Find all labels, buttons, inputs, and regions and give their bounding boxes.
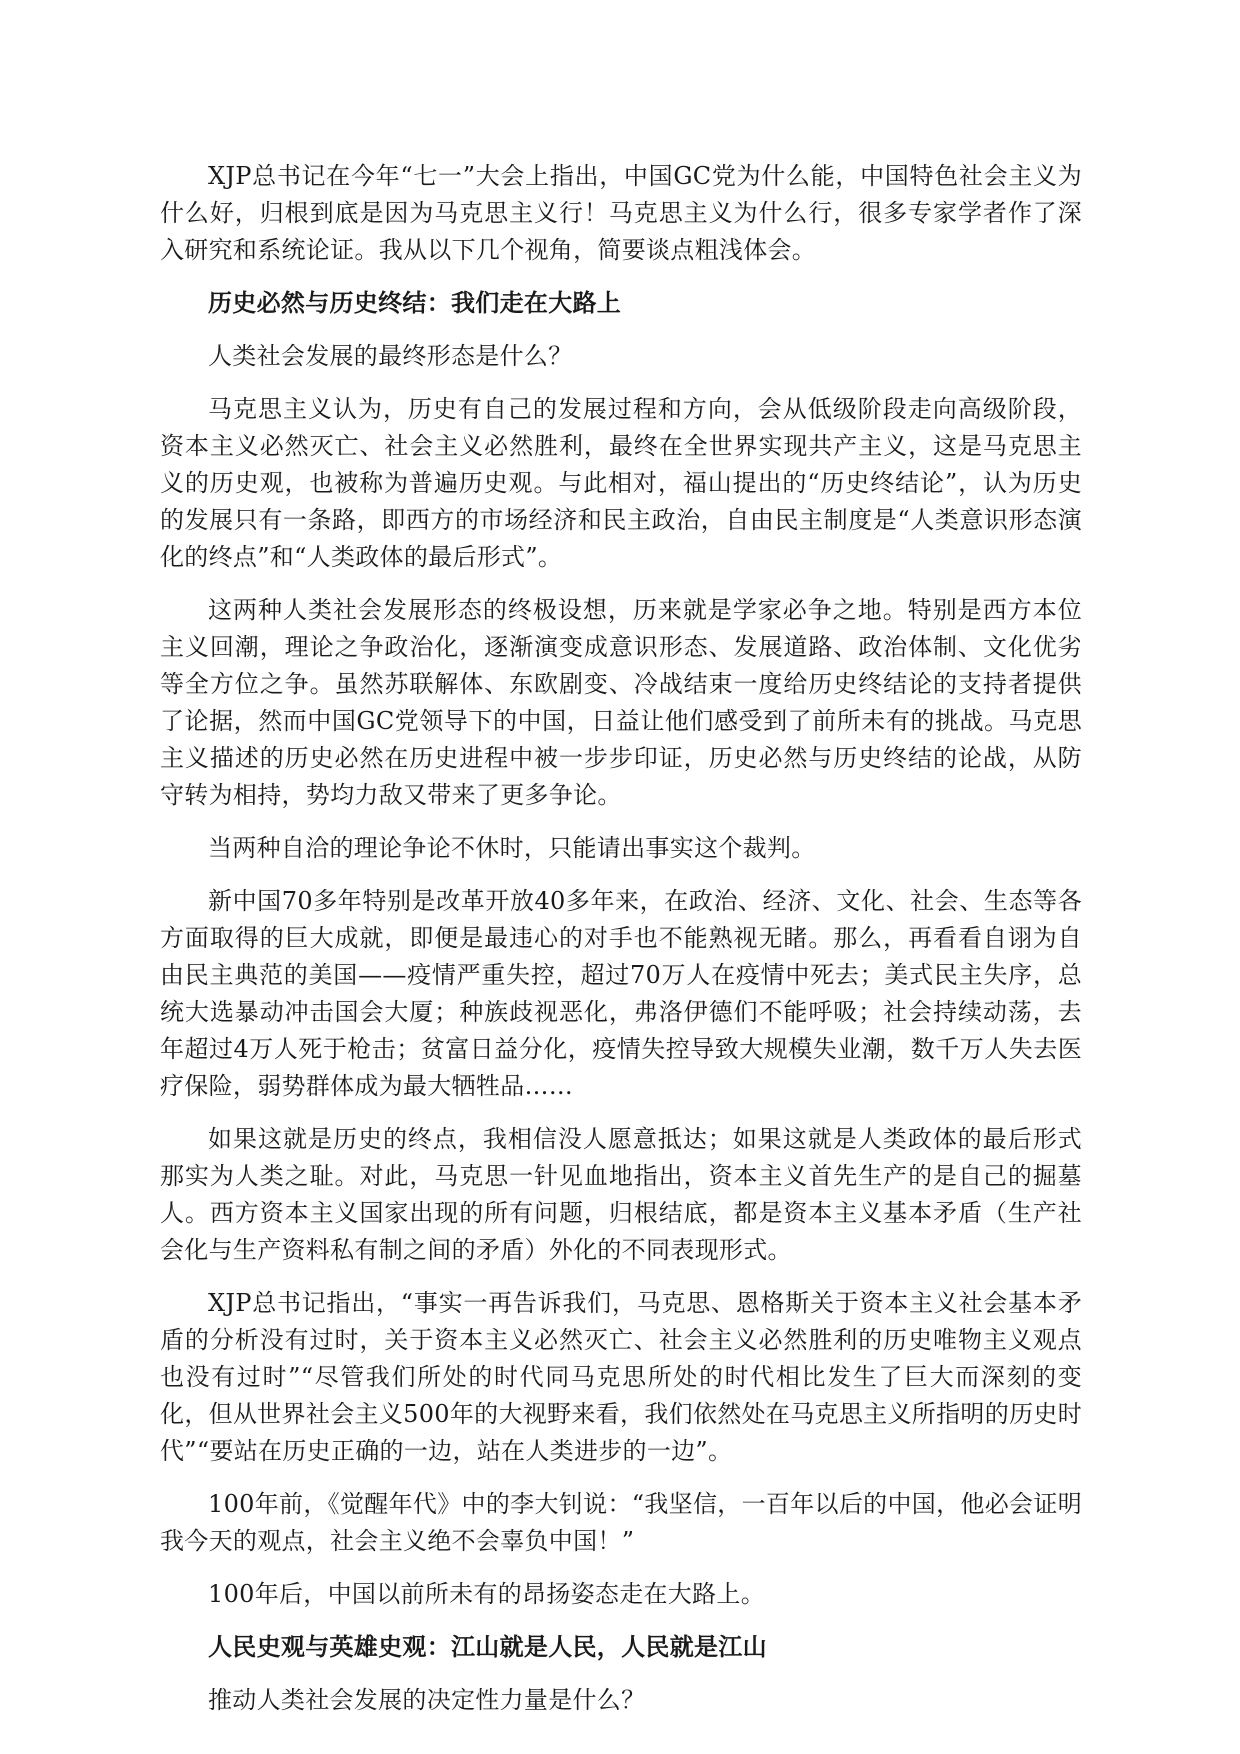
section-heading: 人民史观与英雄史观：江山就是人民，人民就是江山 xyxy=(208,1633,767,1661)
paragraph: 当两种自洽的理论争论不休时，只能请出事实这个裁判。 xyxy=(208,834,816,862)
paragraph: 这两种人类社会发展形态的终极设想，历来就是学家必争之地。特别是西方本位主义回潮，理论之争政治化，逐渐演变成意识形态、发展道路、政治体制、文化优劣等全方位之争。虽然苏联解体、东欧剧变、冷战结束一度给历史终结论的支持者提供了论据，然而中国GC党领导下的中国，日益让他们感受到了前所未有的挑战。马克思主义描述的历史必然在历史进程中被一步步印证，历史必然与历史终结的论战，从防守转为相持，势均力敌又带来了更多争论。 xyxy=(160,596,1082,809)
paragraph: 马克思主义认为，历史有自己的发展过程和方向，会从低级阶段走向高级阶段，资本主义必然灭亡、社会主义必然胜利，最终在全世界实现共产主义，这是马克思主义的历史观，也被称为普遍历史观。与此相对，福山提出的“历史终结论”，认为历史的发展只有一条路，即西方的市场经济和民主政治，自由民主制度是“人类意识形态演化的终点”和“人类政体的最后形式”。 xyxy=(160,395,1082,571)
paragraph: 如果这就是历史的终点，我相信没人愿意抵达；如果这就是人类政体的最后形式那实为人类之耻。对此，马克思一针见血地指出，资本主义首先生产的是自己的掘墓人。西方资本主义国家出现的所有问题，归根结底，都是资本主义基本矛盾（生产社会化与生产资料私有制之间的矛盾）外化的不同表现形式。 xyxy=(160,1125,1082,1264)
paragraph: XJP总书记在今年“七一”大会上指出，中国GC党为什么能，中国特色社会主义为什么好，归根到底是因为马克思主义行！马克思主义为什么行，很多专家学者作了深入研究和系统论证。我从以下几个视角，简要谈点粗浅体会。 xyxy=(160,162,1082,264)
paragraph: 推动人类社会发展的决定性力量是什么？ xyxy=(208,1686,646,1714)
section-heading: 历史必然与历史终结：我们走在大路上 xyxy=(208,289,622,317)
paragraph: 新中国70多年特别是改革开放40多年来，在政治、经济、文化、社会、生态等各方面取得的巨大成就，即便是最违心的对手也不能熟视无睹。那么，再看看自诩为自由民主典范的美国——疫情严重失控，超过70万人在疫情中死去；美式民主失序，总统大选暴动冲击国会大厦；种族歧视恶化，弗洛伊德们不能呼吸；社会持续动荡，去年超过4万人死于枪击；贫富日益分化，疫情失控导致大规模失业潮，数千万人失去医疗保险，弱势群体成为最大牺牲品…… xyxy=(160,887,1082,1100)
paragraph: 100年后，中国以前所未有的昂扬姿态走在大路上。 xyxy=(208,1580,766,1608)
paragraph: 100年前，《觉醒年代》中的李大钊说：“我坚信，一百年以后的中国，他必会证明我今天的观点，社会主义绝不会辜负中国！” xyxy=(160,1490,1082,1555)
paragraph: 人类社会发展的最终形态是什么？ xyxy=(208,342,573,370)
document-page xyxy=(160,158,1082,1735)
paragraph: XJP总书记指出，“事实一再告诉我们，马克思、恩格斯关于资本主义社会基本矛盾的分析没有过时，关于资本主义必然灭亡、社会主义必然胜利的历史唯物主义观点也没有过时”“尽管我们所处的时代同马克思所处的时代相比发生了巨大而深刻的变化，但从世界社会主义500年的大视野来看，我们依然处在马克思主义所指明的历史时代”“要站在历史正确的一边，站在人类进步的一边”。 xyxy=(160,1289,1082,1465)
